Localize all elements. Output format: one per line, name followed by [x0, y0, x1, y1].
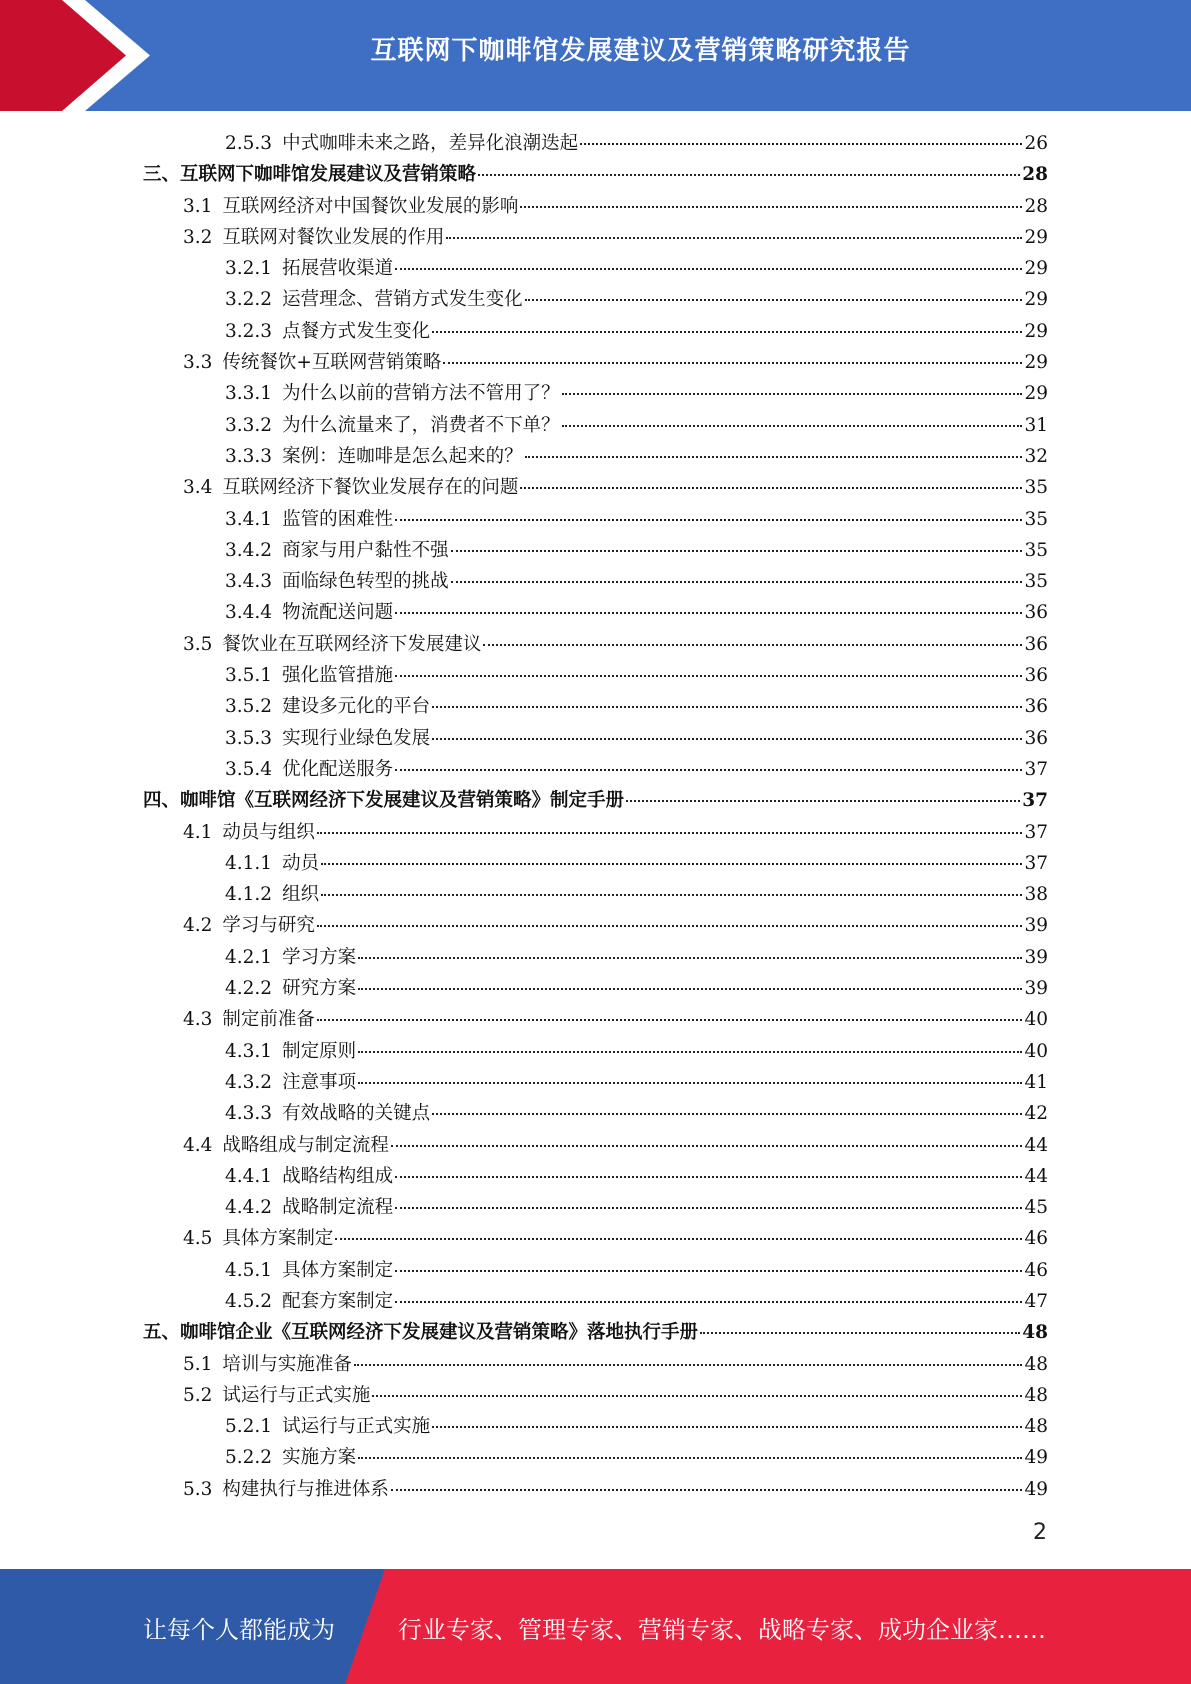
toc-entry[interactable]: [143, 567, 1048, 598]
toc-entry[interactable]: [143, 1475, 1048, 1506]
toc-leader-dots: [358, 988, 1022, 990]
toc-entry-number: 3.3.3: [225, 445, 273, 467]
toc-leader-dots: [395, 1207, 1022, 1209]
toc-entry[interactable]: [143, 1443, 1048, 1474]
toc-entry-page: 35: [1024, 539, 1048, 561]
toc-entry-page: 39: [1024, 915, 1048, 937]
toc-entry-title: 为什么流量来了，消费者不下单？: [282, 414, 560, 436]
toc-entry-title: 拓展营收渠道: [282, 258, 394, 280]
toc-leader-dots: [321, 863, 1022, 865]
toc-entry-number: 3.1: [183, 195, 213, 217]
toc-entry[interactable]: [143, 129, 1048, 160]
toc-leader-dots: [451, 581, 1023, 583]
toc-entry-title: 四、咖啡馆《互联网经济下发展建议及营销策略》制定手册: [143, 790, 625, 812]
toc-entry-title: 三、互联网下咖啡馆发展建议及营销策略: [143, 164, 477, 186]
toc-entry[interactable]: [143, 755, 1048, 786]
toc-leader-dots: [335, 1238, 1022, 1240]
toc-leader-dots: [321, 894, 1022, 896]
toc-entry-page: 29: [1024, 226, 1048, 248]
toc-entry-number: 4.1.2: [225, 884, 273, 906]
toc-entry-number: 4.5.1: [225, 1259, 273, 1281]
toc-entry-title: 试运行与正式实施: [222, 1384, 371, 1406]
toc-entry-number: 3.3.2: [225, 414, 273, 436]
toc-entry-page: 44: [1024, 1134, 1048, 1156]
toc-entry-title: 培训与实施准备: [222, 1353, 352, 1375]
toc-entry-number: 4.3.2: [225, 1071, 273, 1093]
toc-entry-number: 3.2.3: [225, 320, 273, 342]
toc-entry-number: 4.5: [183, 1228, 213, 1250]
toc-leader-dots: [432, 738, 1022, 740]
toc-entry-title: 运营理念、营销方式发生变化: [282, 289, 523, 311]
toc-entry[interactable]: [143, 285, 1048, 316]
toc-entry-title: 餐饮业在互联网经济下发展建议: [222, 633, 482, 655]
toc-entry-title: 优化配送服务: [282, 758, 394, 780]
toc-entry-number: 3.5.3: [225, 727, 273, 749]
toc-entry[interactable]: [143, 911, 1048, 942]
toc-entry-page: 41: [1024, 1071, 1048, 1093]
toc-entry-title: 中式咖啡未来之路，差异化浪潮迭起: [282, 133, 579, 154]
toc-entry-number: 4.3.3: [225, 1103, 273, 1125]
toc-entry-page: 45: [1024, 1197, 1048, 1219]
toc-entry-number: 2.5.3: [225, 133, 273, 154]
toc-entry-page: 28: [1022, 164, 1048, 186]
toc-leader-dots: [395, 268, 1022, 270]
toc-entry[interactable]: [143, 598, 1048, 629]
toc-entry-page: 39: [1024, 978, 1048, 1000]
toc-leader-dots: [562, 393, 1023, 395]
toc-entry-number: 3.4.4: [225, 602, 273, 624]
toc-entry-title: 有效战略的关键点: [282, 1103, 431, 1125]
toc-entry-title: 监管的困难性: [282, 508, 394, 530]
toc-leader-dots: [562, 425, 1023, 427]
toc-entry[interactable]: [143, 1037, 1048, 1068]
toc-entry[interactable]: [143, 786, 1048, 817]
toc-entry-title: 注意事项: [282, 1071, 357, 1093]
toc-entry-title: 配套方案制定: [282, 1290, 394, 1312]
toc-entry-number: 4.4.1: [225, 1165, 273, 1187]
toc-leader-dots: [525, 456, 1023, 458]
toc-entry-number: 3.4: [183, 477, 213, 499]
toc-entry-title: 学习方案: [282, 946, 357, 968]
toc-entry-title: 制定原则: [282, 1040, 357, 1062]
footer-slogan-left: 让每个人都能成为: [143, 1616, 335, 1644]
toc-entry-page: 32: [1024, 445, 1048, 467]
toc-entry-page: 48: [1024, 1353, 1048, 1375]
toc-entry-number: 5.3: [183, 1478, 213, 1500]
toc-leader-dots: [317, 832, 1023, 834]
toc-leader-dots: [395, 1176, 1022, 1178]
toc-entry[interactable]: [143, 1287, 1048, 1318]
toc-entry-page: 39: [1024, 946, 1048, 968]
toc-entry-number: 3.5.1: [225, 665, 273, 687]
toc-entry-number: 3.5.4: [225, 758, 273, 780]
toc-leader-dots: [354, 1364, 1023, 1366]
toc-entry[interactable]: [143, 692, 1048, 723]
toc-entry-page: 44: [1024, 1165, 1048, 1187]
toc-leader-dots: [391, 1145, 1023, 1147]
toc-entry-title: 学习与研究: [222, 915, 315, 937]
toc-entry-title: 具体方案制定: [222, 1228, 334, 1250]
toc-entry[interactable]: [143, 1162, 1048, 1193]
toc-entry[interactable]: [143, 348, 1048, 379]
toc-entry-number: 4.4: [183, 1134, 213, 1156]
toc-entry-number: 3.2.1: [225, 258, 273, 280]
toc-entry-page: 29: [1024, 320, 1048, 342]
toc-entry[interactable]: [143, 724, 1048, 755]
toc-entry-number: 3.2.2: [225, 289, 273, 311]
toc-entry-page: 49: [1024, 1447, 1048, 1469]
toc-entry-number: 4.2.2: [225, 978, 273, 1000]
toc-entry-title: 实施方案: [282, 1447, 357, 1469]
toc-entry-page: 29: [1024, 352, 1048, 374]
toc-leader-dots: [395, 1270, 1022, 1272]
toc-entry[interactable]: [143, 1412, 1048, 1443]
toc-entry-number: 4.2.1: [225, 946, 273, 968]
page-number: 2: [1033, 1520, 1047, 1545]
toc-entry-number: 5.1: [183, 1353, 213, 1375]
toc-entry-page: 36: [1024, 727, 1048, 749]
toc-leader-dots: [700, 1332, 1020, 1334]
toc-leader-dots: [446, 237, 1022, 239]
toc-entry[interactable]: [143, 661, 1048, 692]
toc-entry[interactable]: [143, 880, 1048, 911]
toc-entry-page: 36: [1024, 665, 1048, 687]
toc-entry-title: 传统餐饮+互联网营销策略: [222, 352, 442, 374]
toc-leader-dots: [626, 800, 1020, 802]
toc-entry-number: 4.4.2: [225, 1197, 273, 1219]
toc-entry-title: 试运行与正式实施: [282, 1416, 431, 1438]
toc-leader-dots: [317, 925, 1023, 927]
toc-entry-number: 5.2.1: [225, 1416, 273, 1438]
toc-entry-page: 46: [1024, 1259, 1048, 1281]
toc-entry-page: 48: [1024, 1384, 1048, 1406]
toc-entry[interactable]: [143, 223, 1048, 254]
toc-entry[interactable]: [143, 442, 1048, 473]
toc-entry-title: 为什么以前的营销方法不管用了？: [282, 383, 560, 405]
toc-entry[interactable]: [143, 379, 1048, 410]
toc-entry-page: 35: [1024, 477, 1048, 499]
toc-entry-number: 3.5.2: [225, 696, 273, 718]
toc-entry-page: 29: [1024, 289, 1048, 311]
toc-entry[interactable]: [143, 630, 1048, 661]
toc-entry-number: 4.1.1: [225, 852, 273, 874]
toc-entry-title: 具体方案制定: [282, 1259, 394, 1281]
toc-entry[interactable]: [143, 1005, 1048, 1036]
toc-entry[interactable]: [143, 505, 1048, 536]
toc-leader-dots: [395, 1301, 1022, 1303]
toc-leader-dots: [358, 1457, 1022, 1459]
toc-entry[interactable]: [143, 473, 1048, 504]
toc-leader-dots: [451, 550, 1023, 552]
toc-entry[interactable]: [143, 1193, 1048, 1224]
toc-entry-title: 组织: [282, 884, 320, 906]
toc-entry-page: 48: [1022, 1322, 1048, 1344]
toc-entry-title: 构建执行与推进体系: [222, 1478, 389, 1500]
toc-entry-title: 互联网经济对中国餐饮业发展的影响: [222, 195, 519, 217]
toc-entry-number: 3.4.1: [225, 508, 273, 530]
toc-entry[interactable]: [143, 1256, 1048, 1287]
toc-entry[interactable]: [143, 1099, 1048, 1130]
toc-entry-number: 3.3.1: [225, 383, 273, 405]
toc-entry-number: 4.2: [183, 915, 213, 937]
toc-entry-title: 互联网对餐饮业发展的作用: [222, 226, 445, 248]
toc-entry-title: 研究方案: [282, 978, 357, 1000]
toc-entry[interactable]: [143, 818, 1048, 849]
header-title: 互联网下咖啡馆发展建议及营销策略研究报告: [370, 36, 911, 66]
footer-slogan-right: 行业专家、管理专家、营销专家、战略专家、成功企业家……: [398, 1616, 1046, 1644]
page-footer: [0, 1569, 1191, 1684]
toc-entry-page: 48: [1024, 1416, 1048, 1438]
toc-entry-page: 36: [1024, 633, 1048, 655]
toc-entry-page: 35: [1024, 571, 1048, 593]
toc-entry[interactable]: [143, 849, 1048, 880]
toc-entry-page: 40: [1024, 1040, 1048, 1062]
toc-leader-dots: [395, 769, 1022, 771]
toc-entry[interactable]: [143, 536, 1048, 567]
toc-entry-page: 37: [1024, 758, 1048, 780]
toc-entry-number: 4.3.1: [225, 1040, 273, 1062]
toc-entry-number: 3.2: [183, 226, 213, 248]
toc-entry-title: 物流配送问题: [282, 602, 394, 624]
toc-entry[interactable]: [143, 192, 1048, 223]
toc-entry-page: 26: [1024, 133, 1048, 154]
toc-entry[interactable]: [143, 317, 1048, 348]
table-of-contents: [143, 129, 1048, 1506]
toc-leader-dots: [432, 331, 1022, 333]
toc-entry-title: 战略制定流程: [282, 1197, 394, 1219]
toc-leader-dots: [443, 362, 1022, 364]
toc-leader-dots: [395, 675, 1022, 677]
toc-leader-dots: [432, 1426, 1022, 1428]
toc-leader-dots: [391, 1489, 1023, 1491]
toc-entry-title: 动员与组织: [222, 821, 315, 843]
toc-entry-number: 4.1: [183, 821, 213, 843]
toc-entry-title: 实现行业绿色发展: [282, 727, 431, 749]
toc-leader-dots: [520, 206, 1022, 208]
toc-entry-page: 28: [1024, 195, 1048, 217]
toc-leader-dots: [317, 1019, 1023, 1021]
toc-entry-page: 29: [1024, 383, 1048, 405]
toc-entry[interactable]: [143, 1318, 1048, 1349]
toc-entry-page: 42: [1024, 1103, 1048, 1125]
toc-entry-title: 强化监管措施: [282, 665, 394, 687]
toc-leader-dots: [358, 957, 1022, 959]
toc-leader-dots: [478, 174, 1020, 176]
toc-leader-dots: [580, 143, 1022, 145]
toc-entry[interactable]: [143, 1381, 1048, 1412]
toc-entry-title: 动员: [282, 852, 320, 874]
toc-entry-page: 29: [1024, 258, 1048, 280]
toc-entry-number: 4.5.2: [225, 1290, 273, 1312]
page-header: [0, 0, 1191, 111]
toc-entry-title: 制定前准备: [222, 1009, 315, 1031]
toc-leader-dots: [432, 706, 1022, 708]
toc-entry-page: 49: [1024, 1478, 1048, 1500]
toc-entry-page: 38: [1024, 884, 1048, 906]
toc-entry[interactable]: [143, 1224, 1048, 1255]
toc-entry-number: 5.2: [183, 1384, 213, 1406]
toc-entry-number: 5.2.2: [225, 1447, 273, 1469]
toc-entry-page: 46: [1024, 1228, 1048, 1250]
toc-leader-dots: [395, 612, 1022, 614]
toc-entry-title: 五、咖啡馆企业《互联网经济下发展建议及营销策略》落地执行手册: [143, 1322, 699, 1344]
toc-leader-dots: [395, 519, 1022, 521]
toc-entry[interactable]: [143, 254, 1048, 285]
toc-entry-page: 37: [1024, 852, 1048, 874]
toc-entry-title: 战略组成与制定流程: [222, 1134, 389, 1156]
toc-entry-page: 36: [1024, 696, 1048, 718]
toc-entry-title: 案例：连咖啡是怎么起来的？: [282, 445, 523, 467]
toc-entry-page: 31: [1024, 414, 1048, 436]
toc-entry-title: 商家与用户黏性不强: [282, 539, 449, 561]
toc-entry-title: 互联网经济下餐饮业发展存在的问题: [222, 477, 519, 499]
toc-leader-dots: [483, 644, 1022, 646]
toc-leader-dots: [525, 299, 1023, 301]
toc-entry-number: 3.5: [183, 633, 213, 655]
toc-entry-number: 3.4.2: [225, 539, 273, 561]
toc-entry-title: 战略结构组成: [282, 1165, 394, 1187]
toc-entry-page: 36: [1024, 602, 1048, 624]
toc-leader-dots: [358, 1051, 1022, 1053]
toc-entry-number: 3.3: [183, 352, 213, 374]
toc-entry-number: 3.4.3: [225, 571, 273, 593]
toc-entry-page: 37: [1024, 821, 1048, 843]
toc-entry-title: 点餐方式发生变化: [282, 320, 431, 342]
toc-leader-dots: [520, 487, 1022, 489]
toc-entry-number: 4.3: [183, 1009, 213, 1031]
toc-leader-dots: [358, 1082, 1022, 1084]
toc-entry-title: 面临绿色转型的挑战: [282, 571, 449, 593]
toc-leader-dots: [372, 1395, 1022, 1397]
toc-entry-page: 37: [1022, 790, 1048, 812]
toc-entry[interactable]: [143, 1131, 1048, 1162]
toc-entry[interactable]: [143, 1068, 1048, 1099]
toc-entry-page: 40: [1024, 1009, 1048, 1031]
toc-entry[interactable]: [143, 943, 1048, 974]
toc-entry-page: 35: [1024, 508, 1048, 530]
toc-leader-dots: [432, 1113, 1022, 1115]
toc-entry-page: 47: [1024, 1290, 1048, 1312]
toc-entry[interactable]: [143, 1350, 1048, 1381]
toc-entry[interactable]: [143, 974, 1048, 1005]
toc-entry-title: 建设多元化的平台: [282, 696, 431, 718]
toc-entry[interactable]: [143, 160, 1048, 191]
toc-entry[interactable]: [143, 411, 1048, 442]
